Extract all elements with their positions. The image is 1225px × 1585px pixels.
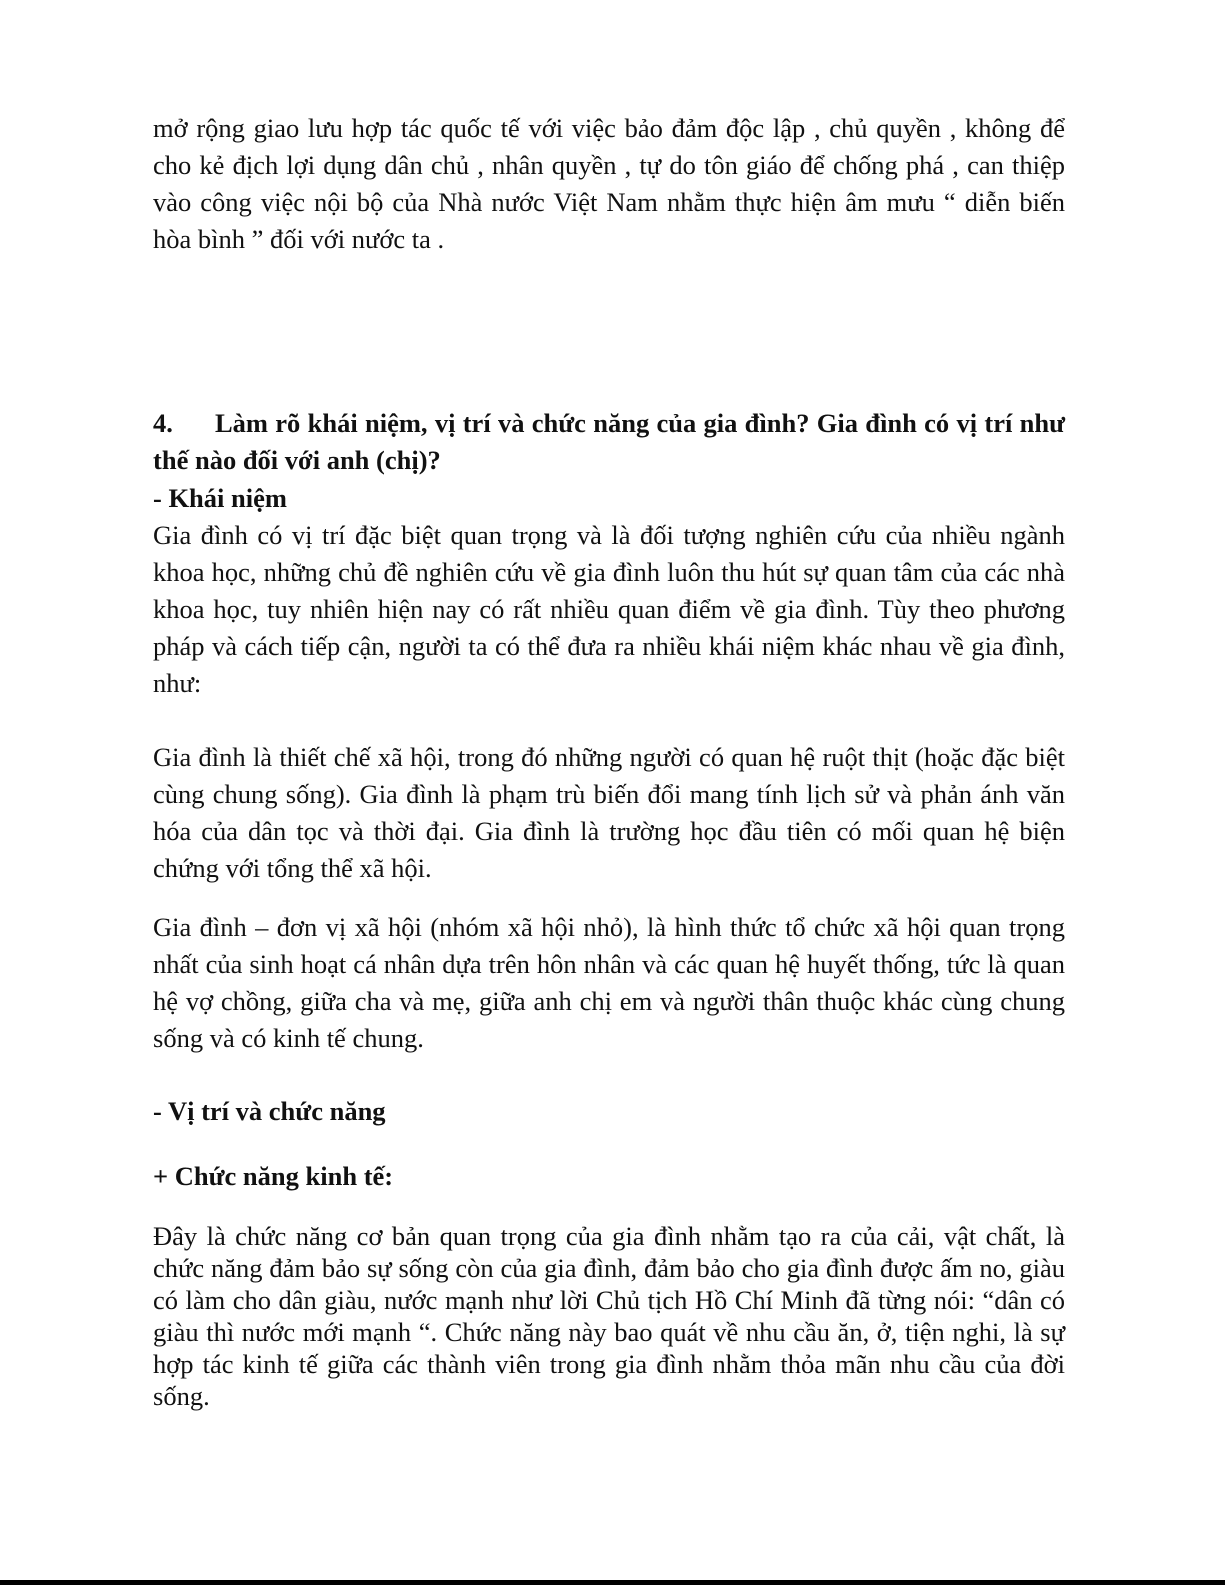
concept-heading: - Khái niệm <box>153 483 287 513</box>
intro-paragraph: mở rộng giao lưu hợp tác quốc tế với việc bảo đảm độc lập , chủ quyền , không để cho kẻ địch lợi dụng dân chủ , nhân quyền , tự do tôn giáo để chống phá , can thiệp vào công việc nội bộ của Nhà nước Việt Nam nhằm thực hiện âm mưu “ diễn biến hòa bình ” đối với nước ta . <box>153 113 1065 254</box>
question-heading <box>153 405 1065 479</box>
concept-paragraph-1: Gia đình có vị trí đặc biệt quan trọng và là đối tượng nghiên cứu của nhiều ngành khoa học, những chủ đề nghiên cứu về gia đình luôn thu hút sự quan tâm của các nhà khoa học, tuy nhiên hiện nay có rất nhiều quan điểm về gia đình. Tùy theo phương pháp và cách tiếp cận, người ta có thể đưa ra nhiều khái niệm khác nhau về gia đình, như: <box>153 520 1065 698</box>
economic-function-paragraph: Đây là chức năng cơ bản quan trọng của gia đình nhằm tạo ra của cải, vật chất, là chức năng đảm bảo sự sống còn của gia đình, đảm bảo cho gia đình được ấm no, giàu có làm cho dân giàu, nước mạnh như lời Chủ tịch Hồ Chí Minh đã từng nói: “dân có giàu thì nước mới mạnh “. Chức năng này bao quát về nhu cầu ăn, ở, tiện nghi, là sự hợp tác kinh tế giữa các thành viên trong gia đình nhằm thỏa mãn nhu cầu của đời sống. <box>153 1221 1065 1411</box>
concept-paragraph-2: Gia đình là thiết chế xã hội, trong đó những người có quan hệ ruột thịt (hoặc đặc biệt cùng chung sống). Gia đình là phạm trù biến đổi mang tính lịch sử và phản ánh văn hóa của dân tọc và thời đại. Gia đình là trường học đầu tiên có mối quan hệ biện chứng với tổng thể xã hội. <box>153 742 1065 883</box>
question-text: Làm rõ khái niệm, vị trí và chức năng của gia đình? Gia đình có vị trí như thế nào đối với anh (chị)? <box>153 408 1065 475</box>
page-bottom-border <box>0 1580 1225 1585</box>
question-number: 4. <box>153 408 173 438</box>
position-heading: - Vị trí và chức năng <box>153 1096 386 1126</box>
concept-paragraph-3: Gia đình – đơn vị xã hội (nhóm xã hội nhỏ), là hình thức tổ chức xã hội quan trọng nhất của sinh hoạt cá nhân dựa trên hôn nhân và các quan hệ huyết thống, tức là quan hệ vợ chồng, giữa cha và mẹ, giữa anh chị em và người thân thuộc khác cùng chung sống và có kinh tế chung. <box>153 912 1065 1053</box>
economic-function-heading: + Chức năng kinh tế: <box>153 1161 394 1191</box>
